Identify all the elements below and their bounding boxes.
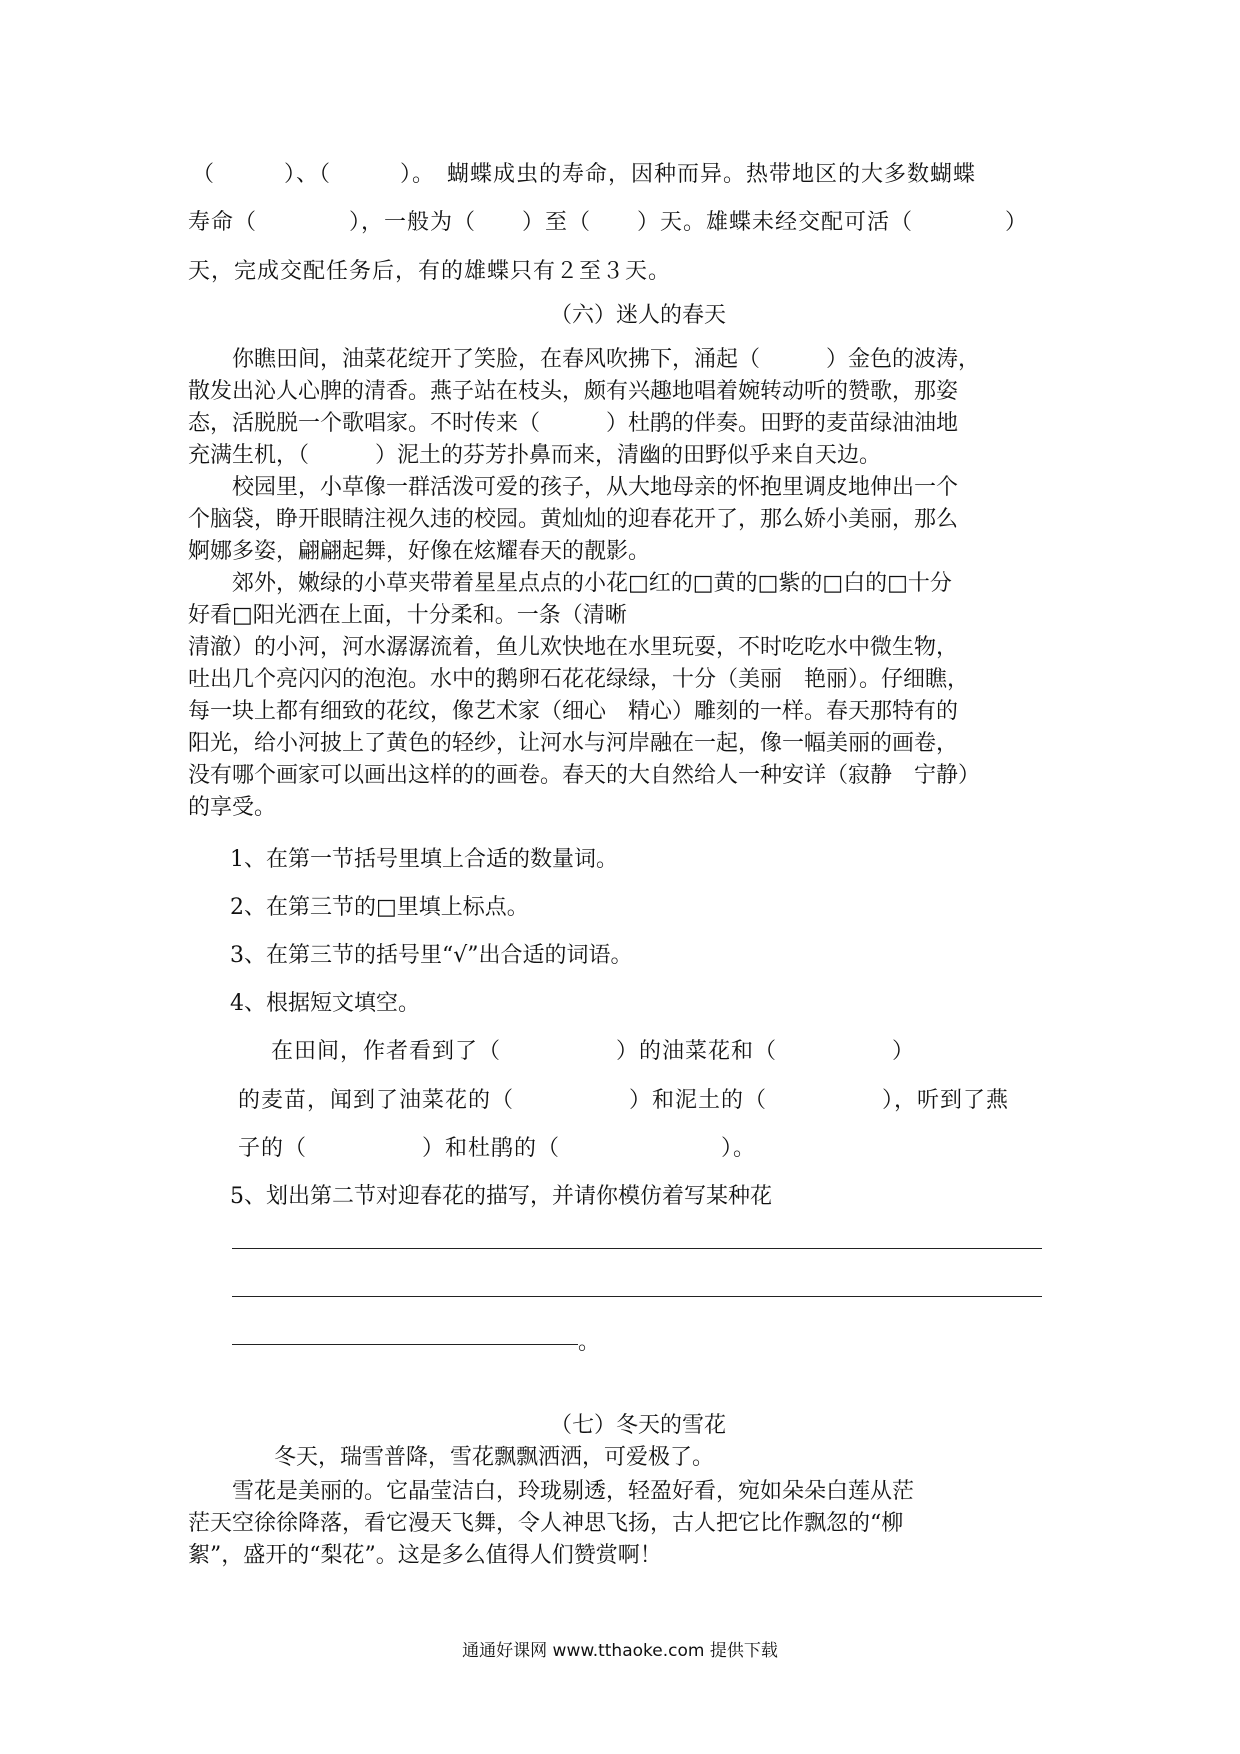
section-title: （六）迷人的春天 xyxy=(550,303,727,328)
text-line: 好看□阳光洒在上面，十分柔和。一条（清晰 xyxy=(188,603,627,628)
question-2: 2、在第三节的□里填上标点。 xyxy=(230,895,529,920)
fill-line: 子的（ ）和杜鹃的（ ）。 xyxy=(238,1136,757,1161)
answer-line[interactable] xyxy=(232,1296,1042,1297)
text-line: 没有哪个画家可以画出这样的的画卷。春天的大自然给人一种安详（寂静 宁静） xyxy=(188,763,981,788)
footer-source: 通通好课网 www.tthaoke.com 提供下载 xyxy=(462,1641,778,1661)
question-1: 1、在第一节括号里填上合适的数量词。 xyxy=(230,847,618,872)
text-line: 絮”，盛开的“梨花”。这是多么值得人们赞赏啊！ xyxy=(188,1543,662,1568)
answer-line[interactable] xyxy=(232,1344,578,1345)
fill-line: 的麦苗，闻到了油菜花的（ ）和泥土的（ ），听到了燕 xyxy=(238,1088,1010,1113)
text-line: 郊外，嫩绿的小草夹带着星星点点的小花□红的□黄的□紫的□白的□十分 xyxy=(188,571,952,596)
text-line: 吐出几个亮闪闪的泡泡。水中的鹅卵石花花绿绿，十分（美丽 艳丽）。仔细瞧， xyxy=(188,667,970,692)
text-line: 校园里，小草像一群活泼可爱的孩子，从大地母亲的怀抱里调皮地伸出一个 xyxy=(188,475,959,500)
text-line: 充满生机，（ ）泥土的芬芳扑鼻而来，清幽的田野似乎来自天边。 xyxy=(188,443,882,468)
text-line: （ ）、（ ）。 蝴蝶成虫的寿命，因种而异。热带地区的大多数蝴蝶 xyxy=(192,162,977,187)
text-line: 散发出沁人心脾的清香。燕子站在枝头，颇有兴趣地唱着婉转动听的赞歌，那姿 xyxy=(188,379,959,404)
text-line: 冬天，瑞雪普降，雪花飘飘洒洒，可爱极了。 xyxy=(230,1445,715,1470)
text-line: 个脑袋，睁开眼睛注视久违的校园。黄灿灿的迎春花开了，那么娇小美丽，那么 xyxy=(188,507,959,532)
text-line: 的享受。 xyxy=(188,795,277,820)
text-line: 阳光，给小河披上了黄色的轻纱，让河水与河岸融在一起，像一幅美丽的画卷， xyxy=(188,731,959,756)
text-line: 态，活脱脱一个歌唱家。不时传来（ ）杜鹃的伴奏。田野的麦苗绿油油地 xyxy=(188,411,959,436)
text-line: 婀娜多姿，翩翩起舞，好像在炫耀春天的靓影。 xyxy=(188,539,651,564)
answer-end-mark: 。 xyxy=(578,1330,601,1355)
text-line: 雪花是美丽的。它晶莹洁白，玲珑剔透，轻盈好看，宛如朵朵白莲从茫 xyxy=(188,1479,915,1504)
answer-line[interactable] xyxy=(232,1248,1042,1249)
text-line: 寿命（ ），一般为（ ）至（ ）天。雄蝶未经交配可活（ ） xyxy=(188,210,1029,235)
question-3: 3、在第三节的括号里“√”出合适的词语。 xyxy=(230,943,633,968)
text-line: 清澈）的小河，河水潺潺流着，鱼儿欢快地在水里玩耍，不时吃吃水中微生物， xyxy=(188,635,959,660)
text-line: 天，完成交配任务后，有的雄蝶只有２至３天。 xyxy=(188,259,672,284)
question-4: 4、根据短文填空。 xyxy=(230,991,420,1016)
section-title: （七）冬天的雪花 xyxy=(550,1413,727,1438)
text-line: 每一块上都有细致的花纹，像艺术家（细心 精心）雕刻的一样。春天那特有的 xyxy=(188,699,959,724)
question-5: 5、划出第二节对迎春花的描写，并请你模仿着写某种花 xyxy=(230,1184,772,1209)
fill-line: 在田间，作者看到了（ ）的油菜花和（ ） xyxy=(248,1039,916,1064)
text-line: 茫天空徐徐降落，看它漫天飞舞，令人神思飞扬，古人把它比作飘忽的“柳 xyxy=(188,1511,904,1536)
text-line: 你瞧田间，油菜花绽开了笑脸，在春风吹拂下，涌起（ ）金色的波涛， xyxy=(188,347,981,372)
